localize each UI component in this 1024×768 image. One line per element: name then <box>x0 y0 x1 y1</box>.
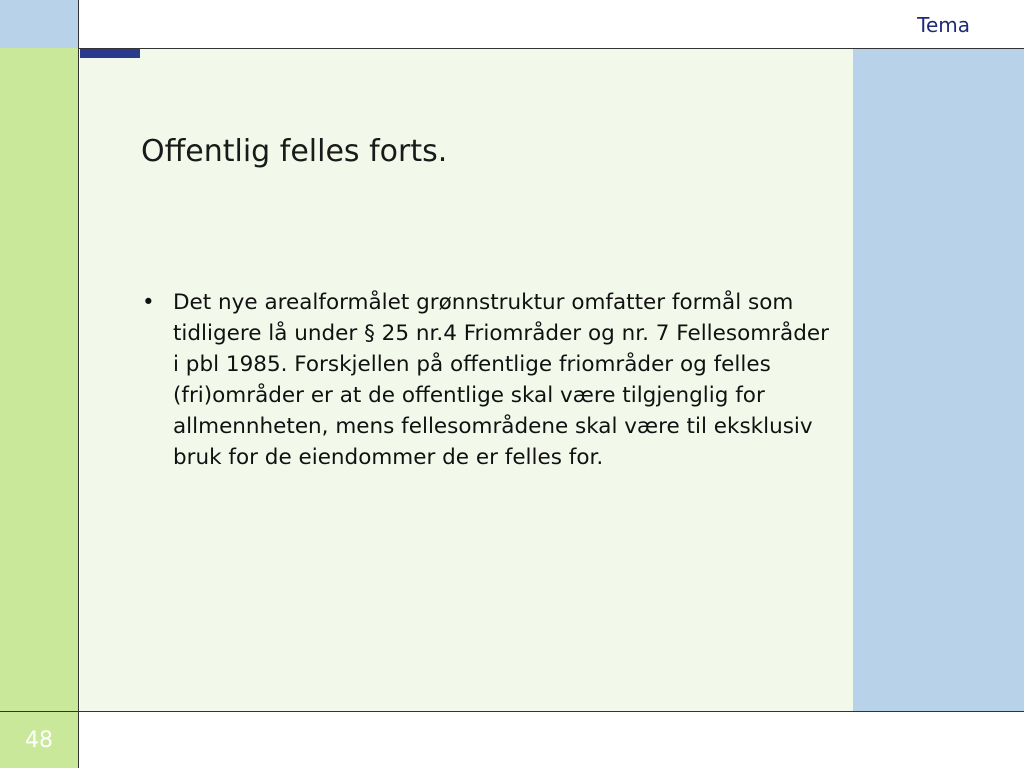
slide-title: Offentlig felles forts. <box>141 134 448 169</box>
accent-bar <box>80 49 140 58</box>
section-label: Tema <box>917 13 970 37</box>
header-bar <box>79 0 1024 48</box>
bullet-text: Det nye arealformålet grønnstruktur omfatter formål som tidligere lå under § 25 nr.4 Friområder og nr. 7 Fellesområder i pbl 1985. Forskjellen på offentlige friområder og felles (fri)områder er at de offentlige skal være tilgjenglig for allmennheten, mens fellesområdene skal være til eksklusiv bruk for de eiendommer de er felles for. <box>173 290 829 470</box>
bullet-item <box>140 287 840 473</box>
page-number: 48 <box>25 728 53 753</box>
bullet-dot-icon: • <box>142 290 155 315</box>
left-divider <box>78 0 79 768</box>
corner-block <box>0 0 79 48</box>
left-band <box>0 48 79 711</box>
footer-area <box>79 712 1024 768</box>
right-band <box>853 48 1024 711</box>
bullet-list <box>140 287 840 473</box>
header-divider <box>79 48 1024 49</box>
